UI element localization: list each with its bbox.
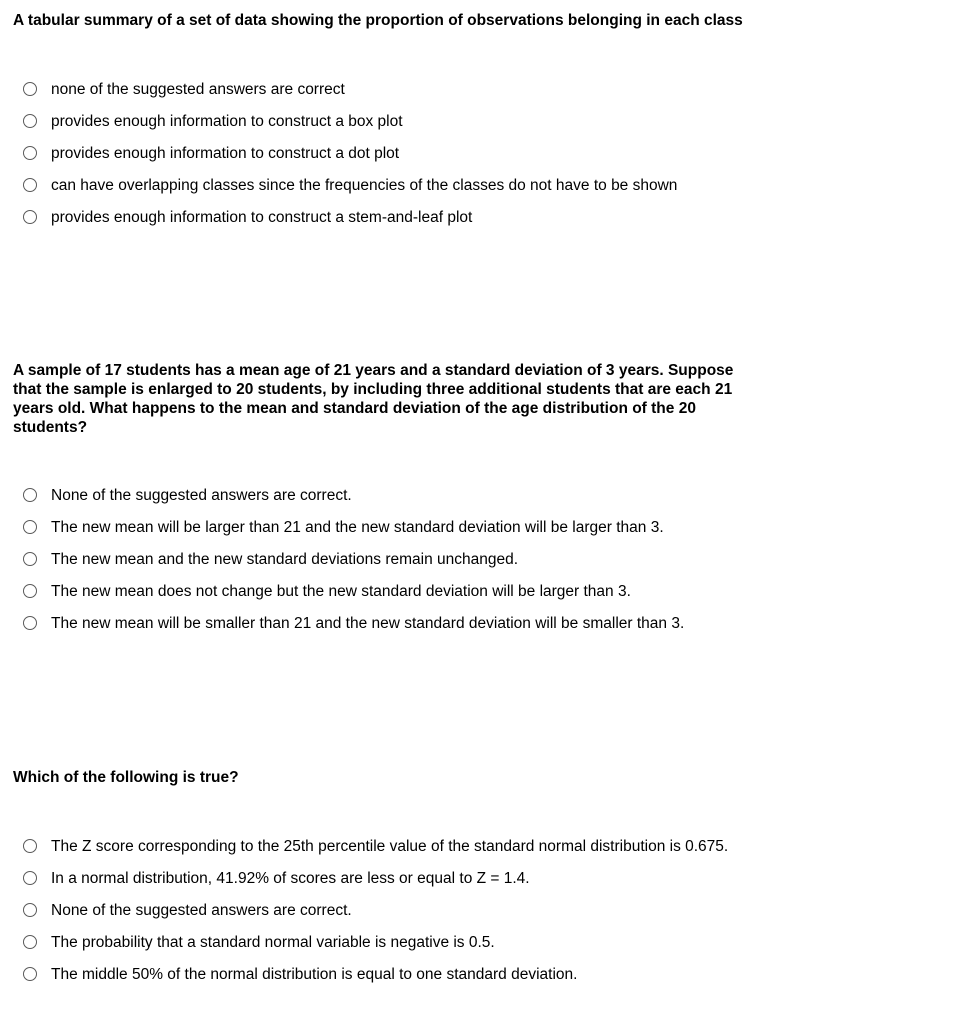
answer-option-label: The new mean and the new standard deviations remain unchanged. [51, 551, 519, 568]
answer-option-label: The new mean does not change but the new standard deviation will be larger than 3. [51, 583, 631, 600]
radio-button[interactable] [23, 871, 37, 885]
radio-button[interactable] [23, 114, 37, 128]
radio-button[interactable] [23, 935, 37, 949]
answer-option-label: The middle 50% of the normal distribution is equal to one standard deviation. [51, 966, 578, 983]
question-2-prompt-line: years old. What happens to the mean and standard deviation of the age distribution of the 20 [13, 400, 696, 417]
radio-button[interactable] [23, 584, 37, 598]
radio-button[interactable] [23, 146, 37, 160]
radio-button[interactable] [23, 488, 37, 502]
question-2-prompt-line: students? [13, 419, 88, 436]
answer-option-label: The probability that a standard normal variable is negative is 0.5. [51, 934, 495, 951]
answer-option-label: provides enough information to construct a box plot [51, 113, 403, 130]
answer-option-label: can have overlapping classes since the frequencies of the classes do not have to be shown [51, 177, 678, 194]
question-2-prompt-line: A sample of 17 students has a mean age of 21 years and a standard deviation of 3 years. Suppose [13, 362, 734, 379]
answer-option-label: none of the suggested answers are correct [51, 81, 345, 98]
question-3-prompt: Which of the following is true? [13, 769, 239, 786]
answer-option-label: The new mean will be larger than 21 and the new standard deviation will be larger than 3. [51, 519, 664, 536]
answer-option-label: The new mean will be smaller than 21 and the new standard deviation will be smaller than 3. [51, 615, 685, 632]
radio-button[interactable] [23, 520, 37, 534]
radio-button[interactable] [23, 839, 37, 853]
question-2-prompt [13, 361, 813, 437]
answer-option-label: None of the suggested answers are correct. [51, 487, 352, 504]
answer-option-label: provides enough information to construct a dot plot [51, 145, 400, 162]
radio-button[interactable] [23, 967, 37, 981]
radio-button[interactable] [23, 552, 37, 566]
question-1-prompt: A tabular summary of a set of data showing the proportion of observations belonging in each class [13, 12, 743, 29]
answer-option-label: None of the suggested answers are correct. [51, 902, 352, 919]
radio-button[interactable] [23, 616, 37, 630]
answer-option-label: provides enough information to construct a stem-and-leaf plot [51, 209, 473, 226]
radio-button[interactable] [23, 178, 37, 192]
radio-button[interactable] [23, 903, 37, 917]
answer-option-label: In a normal distribution, 41.92% of scores are less or equal to Z = 1.4. [51, 870, 530, 887]
question-2-prompt-line: that the sample is enlarged to 20 students, by including three additional students that are each 21 [13, 381, 733, 398]
answer-option-label: The Z score corresponding to the 25th percentile value of the standard normal distribution is 0.675. [51, 838, 729, 855]
radio-button[interactable] [23, 82, 37, 96]
radio-button[interactable] [23, 210, 37, 224]
